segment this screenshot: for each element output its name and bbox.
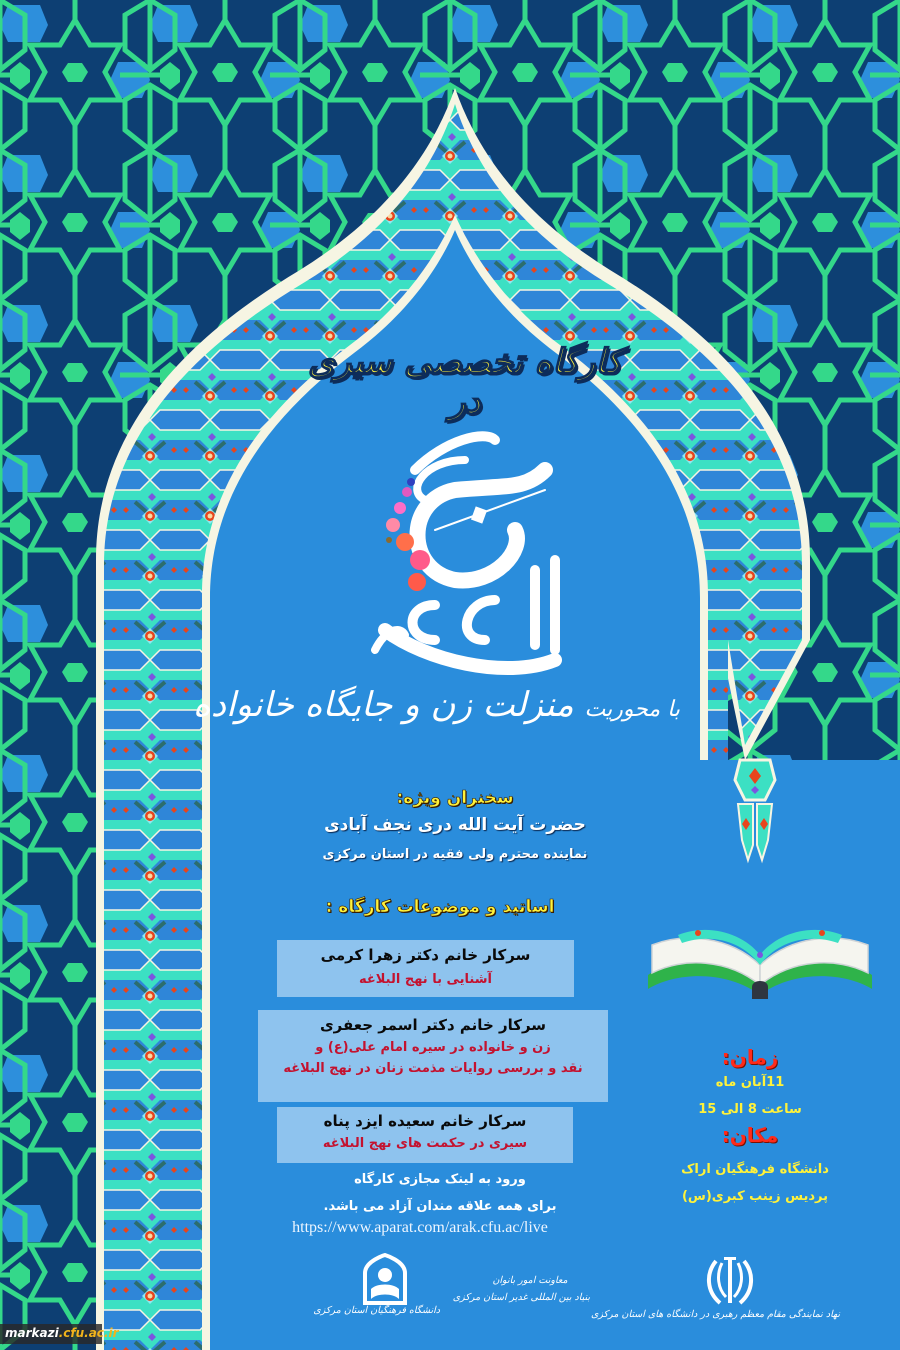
lecturer-card [258, 1010, 608, 1102]
lecturer-topic: آشنایی با نهج البلاغه [359, 972, 492, 987]
place-label: مکان: [721, 1123, 779, 1147]
time-label: زمان: [721, 1045, 779, 1069]
poster-subtitle [193, 685, 680, 725]
ghadir-foundation-logo [452, 1275, 590, 1325]
speaker-role: نماینده محترم ولی فقیه در استان مرکزی [322, 847, 588, 862]
event-date: 11آبان ماه [715, 1075, 785, 1090]
lecturer-card [277, 940, 574, 997]
logo-caption-line1: معاونت امور بانوان [492, 1275, 568, 1286]
event-campus: پردیس زینب کبری(س) [681, 1189, 829, 1204]
open-to-all-note: برای همه علاقه مندان آزاد می باشد. [323, 1199, 557, 1214]
subtitle-prefix: با محوریت [584, 697, 680, 722]
iran-emblem-icon [702, 1253, 758, 1309]
logo-caption-line2: بنیاد بین المللی غدیر استان مرکزی [452, 1292, 590, 1303]
supreme-leader-representation-logo [590, 1253, 840, 1333]
subtitle-main: منزلت زن و جایگاه خانواده [193, 685, 574, 725]
nahj-al-balagha-calligraphy [345, 430, 585, 690]
lecturer-name: سرکار خانم سعیده ایزد پناه [323, 1112, 527, 1130]
logo-caption: نهاد نمایندگی مقام معظم رهبری در دانشگاه های استان مرکزی [590, 1309, 840, 1320]
aparat-live-link[interactable]: https://www.aparat.com/arak.cfu.ac/live [292, 1219, 548, 1236]
event-university: دانشگاه فرهنگیان اراک [681, 1162, 829, 1177]
virtual-link-label: ورود به لینک مجازی کارگاه [354, 1172, 526, 1187]
farhangian-university-logo [313, 1253, 440, 1333]
poster-title-top: کارگاه تخصصی سیری در [308, 342, 622, 422]
watermark-accent: .cfu.ac.ir [58, 1326, 119, 1340]
lecturer-card [277, 1107, 573, 1163]
lecturers-heading: اساتید و موضوعات کارگاه : [325, 897, 555, 917]
event-hours: ساعت 8 الی 15 [698, 1102, 802, 1117]
site-watermark [0, 1324, 119, 1344]
watermark-main: markazi [5, 1326, 59, 1340]
lecturer-topic: سیری در حکمت های نهج البلاغه [322, 1136, 528, 1151]
speaker-heading: سخنران ویژه: [396, 788, 514, 808]
lecturer-name: سرکار خانم دکتر اسمر جعفری [319, 1016, 547, 1034]
logo-caption: دانشگاه فرهنگیان استان مرکزی [313, 1305, 440, 1316]
lecturer-name: سرکار خانم دکتر زهرا کرمی [320, 946, 531, 964]
speaker-name: حضرت آیت الله دری نجف آبادی [324, 815, 586, 835]
lecturer-topic: نقد و بررسی روایات مذمت زنان در نهج البلاغه [283, 1061, 583, 1076]
lecturer-topic: زن و خانواده در سیره امام علی(ع) و [315, 1040, 551, 1055]
farhangian-university-logo-icon [355, 1253, 415, 1305]
